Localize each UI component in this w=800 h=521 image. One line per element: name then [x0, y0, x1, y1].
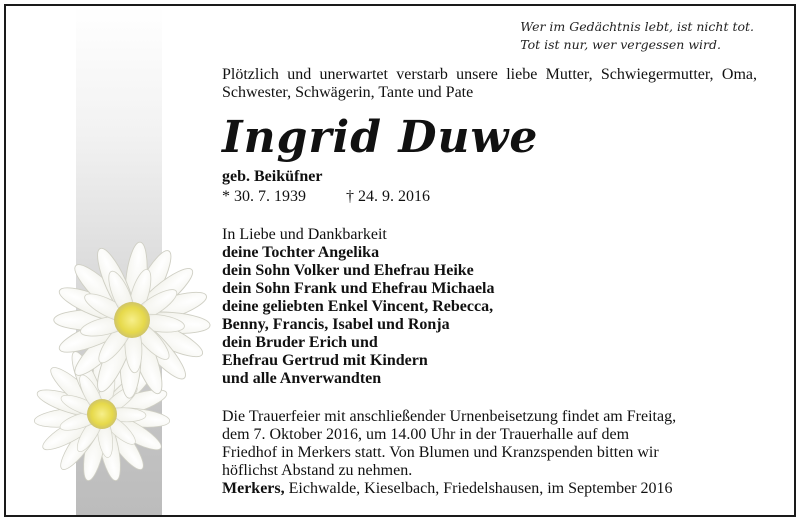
funeral-service-info — [222, 408, 722, 480]
mourner-line: und alle Anverwandten — [222, 370, 382, 387]
mourner-line: deine Tochter Angelika — [222, 244, 380, 261]
deceased-name: Ingrid Duwe — [222, 112, 539, 163]
mourners-list — [222, 244, 757, 388]
mourner-line: deine geliebten Enkel Vincent, Rebecca, — [222, 298, 494, 315]
motto-line-2: Tot ist nur, wer vergessen wird. — [520, 37, 721, 52]
motto-line-1: Wer im Gedächtnis lebt, ist nicht tot. — [520, 19, 754, 34]
mourner-line: dein Sohn Frank und Ehefrau Michaela — [222, 280, 495, 297]
place-town: Merkers, — [222, 480, 285, 497]
mourner-line: Benny, Francis, Isabel und Ronja — [222, 316, 450, 333]
death-date: † 24. 9. 2016 — [346, 188, 430, 205]
service-line: Die Trauerfeier mit anschließender Urnenbeisetzung findet am Freitag, — [222, 408, 677, 425]
birth-date: * 30. 7. 1939 — [222, 188, 306, 205]
obituary-text — [222, 66, 757, 498]
place-rest: Eichwalde, Kieselbach, Friedelshausen, im September 2016 — [284, 480, 673, 497]
gratitude-line: In Liebe und Dankbarkeit — [222, 226, 387, 243]
service-line: dem 7. Oktober 2016, um 14.00 Uhr in der Trauerhalle auf dem — [222, 426, 630, 443]
mourner-line: dein Bruder Erich und — [222, 334, 378, 351]
service-line: Friedhof in Merkers statt. Von Blumen und Kranzspenden bitten wir — [222, 444, 659, 461]
obituary-frame — [4, 4, 796, 517]
intro-text: Plötzlich und unerwartet verstarb unsere liebe Mutter, Schwiegermutter, Oma, Schwester, Schwägerin, Tante und Pate — [222, 66, 757, 101]
mourner-line: dein Sohn Volker und Ehefrau Heike — [222, 262, 474, 279]
mourner-line: Ehefrau Gertrud mit Kindern — [222, 352, 428, 369]
flower-upper — [54, 241, 211, 398]
motto-quote — [520, 18, 754, 54]
birth-name: geb. Beiküfner — [222, 168, 323, 185]
dahlia-flowers-image — [6, 226, 226, 515]
service-line: höflichst Abstand zu nehmen. — [222, 462, 413, 479]
place-and-date — [222, 480, 757, 498]
life-dates — [222, 188, 757, 206]
